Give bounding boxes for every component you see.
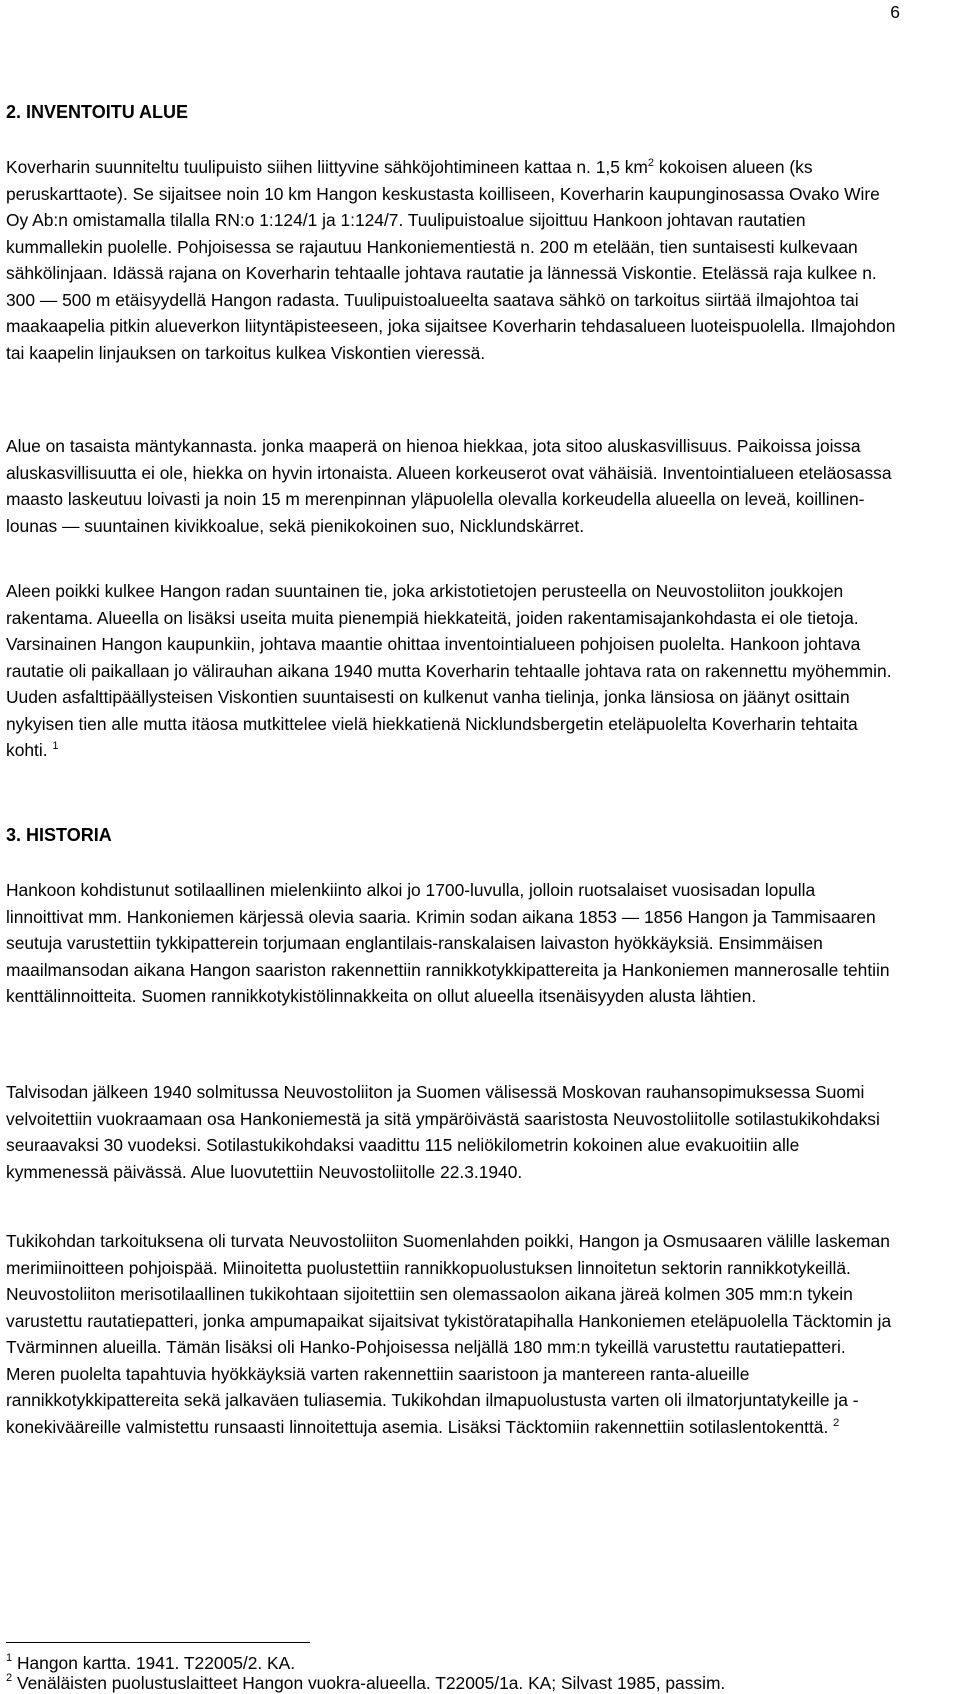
footnote-separator — [6, 1642, 310, 1643]
footnote-ref-2: 2 — [833, 1416, 840, 1429]
superscript: 2 — [647, 157, 655, 169]
footnote-ref-1: 1 — [52, 740, 59, 752]
section-2-paragraph-1: Koverharin suunniteltu tuulipuisto siihen liittyvine sähköjohtimineen kattaa n. 1,5 $km^2$ kokoisen alueen (ks peruskarttaote). Se sijaitsee noin 10 km Hangon keskustasta koilliseen, Koverharin kaupunginosassa Ovako Wire Oy Ab:n omistamalla tilalla RN:o 1:124/1 ja 1:124/7. Tuulipuistoalue sijoittuu Hankoon johtavan rautatien kummallekin puolelle. Pohjoisessa se rajautuu Hankoniementiestä n. 200 m etelään, tien suntaisesti kulkevaan sähkölinjaan. Idässä rajana on Koverharin tehtaalle johtava rautatie ja lännessä Viskontie. Etelässä raja kulkee n. 300 — 500 m etäisyydellä Hangon radasta. Tuulipuistoalueelta saatava sähkö on tarkoitus siirtää ilmajohtoa tai maakaapelia pitkin alueverkon liityntäpisteeseen, joka sijaitsee Koverharin tehdasalueen luoteispuolella. Ilmajohdon tai kaapelin linjauksen on tarkoitus kulkea Viskontien vieressä. — [6, 157, 896, 363]
footnote-2: $^2$ Venäläisten puolustuslaitteet Hangon vuokra-alueella. T22005/1a. KA; Silvast 1985, passim. — [6, 1672, 726, 1693]
section-3-heading: 3. HISTORIA — [6, 825, 112, 845]
section-3-paragraph-2: Talvisodan jälkeen 1940 solmitussa Neuvostoliiton ja Suomen välisessä Moskovan rauhansopimuksessa Suomi velvoitettiin vuokraamaan osa Hankoniemestä ja sitä ympäröivästä saaristosta Neuvostoliitolle sotilastukikohdaksi seuraavaksi 30 vuodeksi. Sotilastukikohdaksi vaadittu 115 neliökilometrin kokoinen alue evakuoitiin alle kymmenessä päivässä. Alue luovutettiin Neuvostoliitolle 22.3.1940. — [6, 1082, 880, 1182]
section-2-paragraph-2: Alue on tasaista mäntykannasta. jonka maaperä on hienoa hiekkaa, jota sitoo aluskasvillisuus. Paikoissa joissa aluskasvillisuutta ei ole, hiekka on hyvin irtonaista. Alueen korkeuserot ovat vähäisiä. Inventointialueen eteläosassa maasto laskeutuu loivasti ja noin 15 m merenpinnan yläpuolella olevalla korkeudella alueella on leveä, koillinen-lounas — suuntainen kivikkoalue, sekä pienikokoinen suo, Nicklundskärret. — [6, 436, 892, 536]
section-3-paragraph-3: Tukikohdan tarkoituksena oli turvata Neuvostoliiton Suomenlahden poikki, Hangon ja Osmusaaren välille laskeman merimiinoitteen pohjoispää. Miinoitetta puolustettiin rannikkopuolustuksen linnoitetun sektorin rannikkotykeillä. Neuvostoliiton merisotilaallinen tukikohtaan sijoitettiin sen olemassaolon aikana järeä kolmen 305 mm:n tykein varustettu rautatiepatteri, jonka ampumapaikat sijaitsivat tykistöratapihalla Hankoniemen eteläpuolella Täcktomin ja Tvärminnen alueilla. Tämän lisäksi oli Hanko-Pohjoisessa neljällä 180 mm:n tykeillä varustettu rautatiepatteri. Meren puolelta tapahtuvia hyökkäyksiä varten rakennettiin saaristoon ja mantereen ranta-alueille rannikkotykkipattereita sekä jalkaväen tuliasemia. Tukikohdan ilmapuolustusta varten oli ilmatorjuntatykeille ja -konekivääreille valmistettu runsaasti linnoitettuja asemia. Lisäksi Täcktomiin rakennettiin sotilaslentokenttä. $^2$ — [6, 1231, 892, 1437]
section-2-paragraph-3: Aleen poikki kulkee Hangon radan suuntainen tie, joka arkistotietojen perusteella on Neuvostoliiton joukkojen rakentama. Alueella on lisäksi useita muita pienempiä hiekkateitä, joiden rakentamisajankohdasta ei ole tietoja. Varsinainen Hangon kaupunkiin, johtava maantie ohittaa inventointialueen pohjoisen puolelta. Hankoon johtava rautatie oli paikallaan jo välirauhan aikana 1940 mutta Koverharin tehtaalle johtava rata on rakennettu myöhemmin. Uuden asfalttipäällysteisen Viskontien suuntaisesti on kulkenut vanha tielinja, jonka länsiosa on jäänyt osittain nykyisen tien alle mutta itäosa mutkittelee vielä hiekkatienä Nicklundsbergetin eteläpuolelta Koverharin tehtaita kohti. $^1$ — [6, 581, 892, 760]
footnote-1: $^1$ Hangon kartta. 1941. T22005/2. KA. — [6, 1652, 296, 1673]
section-2-heading: 2. INVENTOITU ALUE — [6, 102, 189, 122]
page-number: 6 — [890, 2, 900, 22]
section-3-paragraph-1: Hankoon kohdistunut sotilaallinen mielenkiinto alkoi jo 1700-luvulla, jolloin ruotsalaiset vuosisadan lopulla linnoittivat mm. Hankoniemen kärjessä olevia saaria. Krimin sodan aikana 1853 — 1856 Hangon ja Tammisaaren seutuja varustettiin tykkipatterein torjumaan englantilais-ranskalaisen laivaston hyökkäyksiä. Ensimmäisen maailmansodan aikana Hangon saariston rakennettiin rannikkotykkipattereita ja Hankoniemen mannerosalle tehtiin kenttälinnoitteita. Suomen rannikkotykistölinnakkeita on ollut alueella itsenäisyyden alusta lähtien. — [6, 880, 890, 1006]
